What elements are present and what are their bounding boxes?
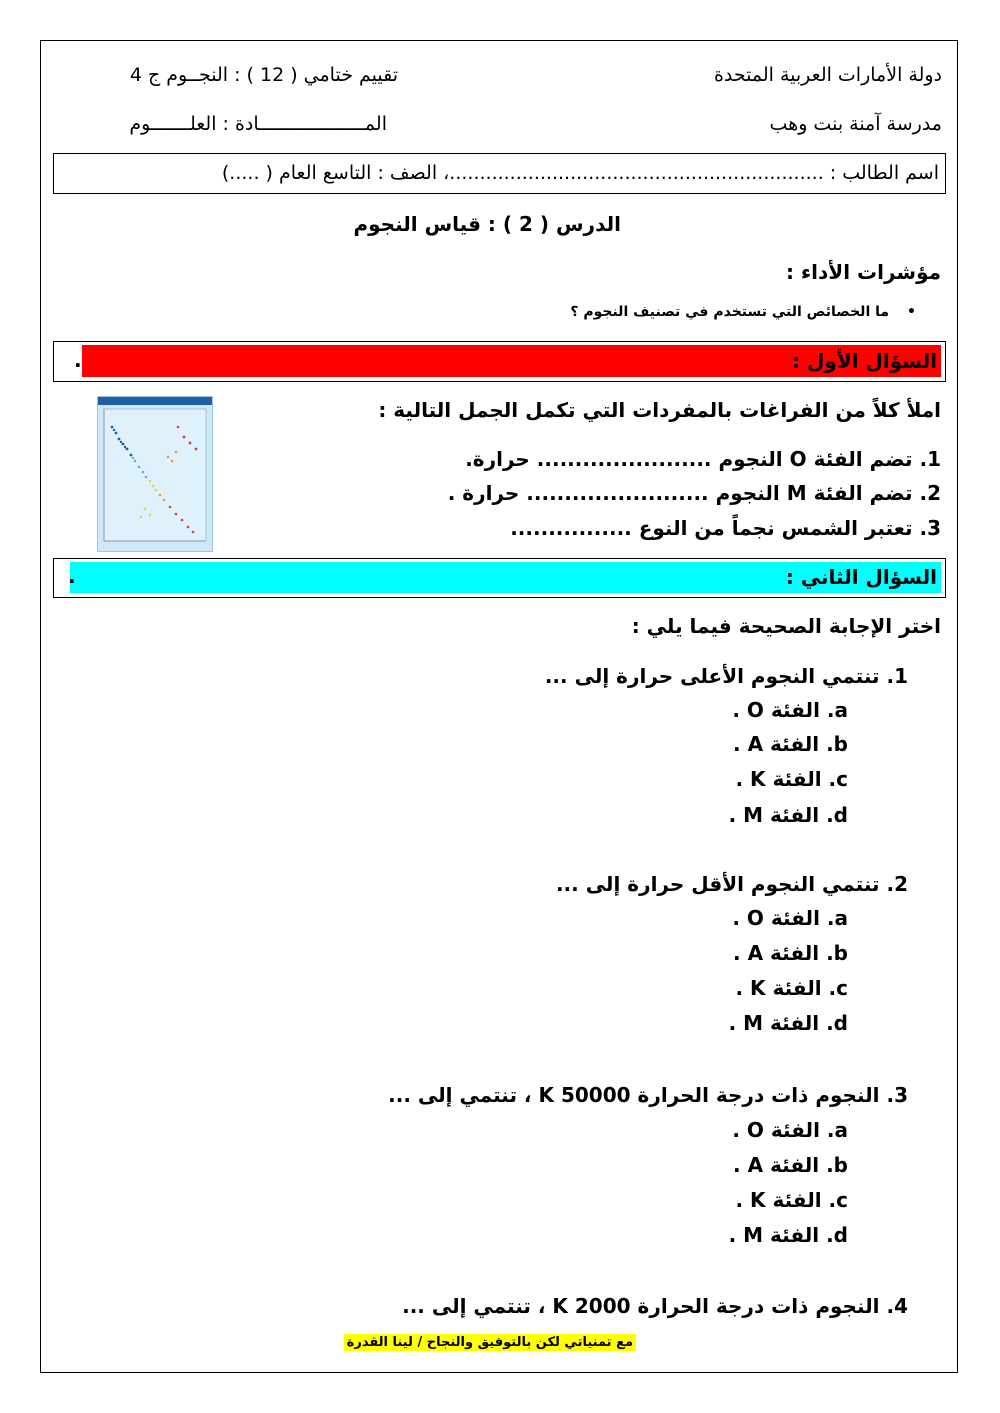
mcq-2-option-b[interactable] bbox=[733, 941, 848, 965]
option-letter: d. bbox=[826, 803, 848, 827]
option-letter: d. bbox=[826, 1223, 848, 1247]
option-letter: b. bbox=[826, 732, 848, 756]
q2-title: السؤال الثاني : bbox=[785, 565, 937, 589]
indicator-bullet: • bbox=[907, 304, 916, 320]
assessment-title: تقييم ختامي ( 12 ) : النجــوم ج 4 bbox=[129, 64, 398, 86]
option-letter: c. bbox=[828, 976, 848, 1000]
q2-header-box bbox=[53, 558, 946, 598]
q1-end-dot: . bbox=[74, 348, 82, 372]
mcq-num: 2. bbox=[886, 872, 908, 896]
option-text: الفئة K . bbox=[735, 1188, 822, 1212]
option-letter: a. bbox=[826, 698, 848, 722]
indicator-text: ما الخصائص التي تستخدم في تصنيف النجوم ؟ bbox=[570, 304, 890, 320]
mcq-1-question bbox=[545, 664, 908, 688]
option-text: الفئة A . bbox=[733, 732, 820, 756]
mcq-2-option-d[interactable] bbox=[729, 1011, 848, 1035]
student-info-line: اسم الطالب : ..............................................................، الصف : التاسع العام ( .....) bbox=[221, 162, 939, 184]
mcq-4-question bbox=[402, 1294, 908, 1318]
q1-header-box bbox=[53, 341, 946, 382]
q1-item-text: تعتبر الشمس نجماً من النوع ................ bbox=[510, 516, 913, 540]
lesson-title: الدرس ( 2 ) : قياس النجوم bbox=[353, 212, 621, 236]
option-letter: b. bbox=[826, 941, 848, 965]
option-letter: d. bbox=[826, 1011, 848, 1035]
mcq-2-question bbox=[556, 872, 908, 896]
option-letter: a. bbox=[826, 1118, 848, 1142]
mcq-1-option-c[interactable] bbox=[735, 767, 848, 791]
q1-item-num: 1. bbox=[919, 447, 941, 471]
option-text: الفئة K . bbox=[735, 976, 822, 1000]
subject-label: المـــــــــــــــــــادة : العلـــــــوم bbox=[129, 113, 387, 135]
q1-item-text: تضم الفئة M النجوم ........................ حرارة . bbox=[447, 481, 913, 505]
option-letter: b. bbox=[826, 1153, 848, 1177]
option-text: الفئة A . bbox=[733, 941, 820, 965]
mcq-3-option-c[interactable] bbox=[735, 1188, 848, 1212]
mcq-text: النجوم ذات درجة الحرارة 2000 K ، تنتمي إلى ... bbox=[402, 1294, 880, 1318]
q1-item-3 bbox=[510, 516, 941, 540]
mcq-text: تنتمي النجوم الأقل حرارة إلى ... bbox=[555, 872, 880, 896]
hr-diagram-image bbox=[97, 396, 213, 552]
q1-item-num: 2. bbox=[919, 481, 941, 505]
indicators-label: مؤشرات الأداء : bbox=[786, 260, 941, 284]
option-letter: c. bbox=[828, 1188, 848, 1212]
option-text: الفئة M . bbox=[728, 1223, 820, 1247]
option-text: الفئة A . bbox=[733, 1153, 820, 1177]
option-text: الفئة M . bbox=[728, 803, 820, 827]
mcq-1-option-a[interactable] bbox=[732, 698, 848, 722]
option-text: الفئة M . bbox=[728, 1011, 820, 1035]
indicator-item bbox=[570, 304, 916, 320]
q1-item-1 bbox=[465, 447, 941, 471]
country-name: دولة الأمارات العربية المتحدة bbox=[713, 64, 942, 86]
mcq-num: 1. bbox=[886, 664, 908, 688]
mcq-2-option-a[interactable] bbox=[732, 906, 848, 930]
hr-diagram-svg bbox=[98, 397, 212, 551]
q1-title: السؤال الأول : bbox=[792, 349, 937, 373]
q1-item-text: تضم الفئة O النجوم ....................... حرارة. bbox=[465, 447, 913, 471]
mcq-num: 3. bbox=[886, 1083, 908, 1107]
mcq-1-option-d[interactable] bbox=[729, 803, 848, 827]
mcq-2-option-c[interactable] bbox=[735, 976, 848, 1000]
option-text: الفئة K . bbox=[735, 767, 822, 791]
mcq-3-option-d[interactable] bbox=[729, 1223, 848, 1247]
q1-instruction: املأ كلاً من الفراغات بالمفردات التي تكمل الجمل التالية : bbox=[378, 398, 941, 422]
mcq-num: 4. bbox=[886, 1294, 908, 1318]
mcq-text: تنتمي النجوم الأعلى حرارة إلى ... bbox=[544, 664, 880, 688]
option-text: الفئة O . bbox=[732, 1118, 820, 1142]
school-name: مدرسة آمنة بنت وهب bbox=[769, 113, 942, 135]
mcq-3-question bbox=[388, 1083, 908, 1107]
option-text: الفئة O . bbox=[732, 906, 820, 930]
footer-note: مع تمنياتي لكن بالتوفيق والنجاح / لينا القدرة bbox=[344, 1334, 636, 1351]
option-letter: a. bbox=[826, 906, 848, 930]
mcq-1-option-b[interactable] bbox=[733, 732, 848, 756]
option-letter: c. bbox=[828, 767, 848, 791]
q1-item-num: 3. bbox=[919, 516, 941, 540]
student-info-box bbox=[53, 153, 946, 194]
mcq-3-option-b[interactable] bbox=[733, 1153, 848, 1177]
mcq-3-option-a[interactable] bbox=[732, 1118, 848, 1142]
q2-end-dot: . bbox=[68, 564, 76, 588]
q2-instruction: اختر الإجابة الصحيحة فيما يلي : bbox=[631, 614, 941, 638]
mcq-text: النجوم ذات درجة الحرارة 50000 K ، تنتمي إلى ... bbox=[388, 1083, 880, 1107]
q1-item-2 bbox=[448, 481, 941, 505]
option-text: الفئة O . bbox=[732, 698, 820, 722]
